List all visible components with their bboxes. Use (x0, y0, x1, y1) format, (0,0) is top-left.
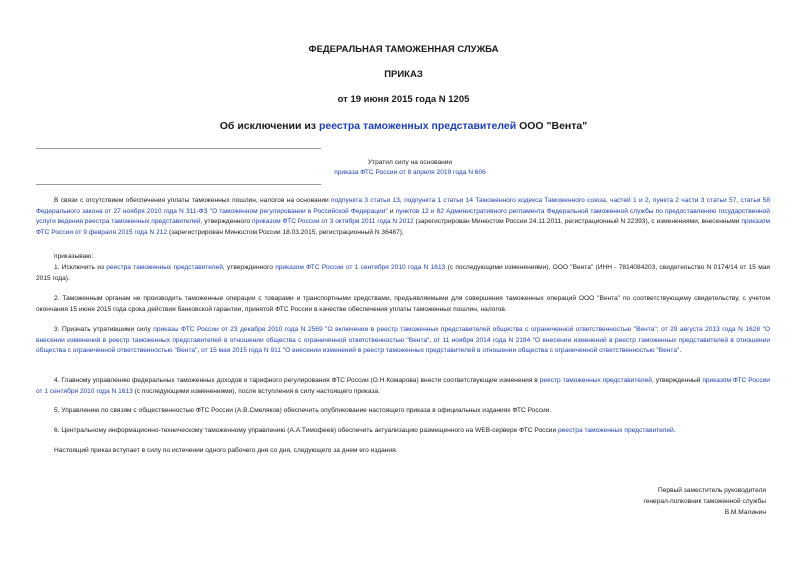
item-3 (36, 325, 770, 357)
law-link[interactable]: приказом ФТС России от 9 февраля 2015 года N 212 (36, 218, 771, 236)
order-link[interactable]: от 29 августа 2013 года N 1628 "О внесении изменений в реестр таможенных представителей в отношении общества с ограниченной ответственностью "Вента" (36, 326, 770, 344)
law-link[interactable]: подпункта 3 статьи 13 (331, 197, 400, 204)
text: , (605, 197, 611, 204)
doc-subject (0, 120, 807, 132)
status-note-link[interactable]: приказа ФТС России от 8 апреля 2019 года N 606 (334, 169, 486, 176)
text: , (399, 197, 405, 204)
text: (с последующими изменениями), после вступления в силу настоящего приказа. (132, 387, 380, 395)
text: , (648, 197, 653, 204)
law-link[interactable]: приказом ФТС России от 3 октября 2011 года N 2012 (251, 218, 414, 226)
signature-rank: генерал-полковник таможенной службы (643, 498, 766, 505)
status-note (300, 158, 520, 178)
text: (зарегистрирован Минюстом России 24.11.2011, регистрационный N 22393), с изменениями, внесенными (413, 218, 742, 226)
subject-prefix: Об исключении из (219, 120, 319, 132)
text: , (197, 347, 202, 355)
order-link[interactable]: приказы ФТС России от 23 декабря 2010 года N 2569 "О включении в реестр таможенных представителей общества с ограниченной ответственностью "Вента" (153, 326, 657, 333)
item-5: 5. Управлению по связям с общественностью ФТС России (А.В.Смеляков) обеспечить опубликование настоящего приказа в официальных изданиях ФТС России. (54, 407, 552, 414)
law-link[interactable]: частей 1 и 2 (610, 197, 649, 204)
text: . (673, 427, 676, 434)
item-1 (36, 263, 770, 284)
text: В связи с отсутствием обеспечения уплаты таможенных пошлин, налогов на основании (54, 197, 332, 204)
preamble-paragraph (36, 196, 770, 238)
divider-bottom (36, 184, 321, 185)
text: , утвержденного (200, 218, 252, 226)
text: , (429, 336, 434, 344)
status-note-text: Утратил силу на основании (367, 159, 453, 166)
signature-position: Первый заместитель руководителя (657, 487, 766, 494)
text: (зарегистрирован Минюстом России 18.03.2015, регистрационный N 36487), (167, 228, 404, 236)
text: и (387, 207, 396, 215)
agency-title: ФЕДЕРАЛЬНАЯ ТАМОЖЕННАЯ СЛУЖБА (308, 44, 499, 55)
order-word: приказываю: (54, 253, 94, 260)
doc-type: ПРИКАЗ (384, 69, 423, 80)
law-link[interactable]: подпункта 1 статьи 14 Таможенного кодекса Таможенного союза (404, 197, 606, 204)
text: 4. Главному управлению федеральных таможенных доходов и тарифного регулирования ФТС России (О.Н.Комарова) внести соответствующие изменения в (54, 377, 540, 384)
order-link[interactable]: приказом ФТС России от 1 сентября 2010 года N 1613 (275, 264, 446, 271)
registry-link[interactable]: реестра таможенных представителей (106, 264, 223, 271)
text: (с последующими изменениями), ООО "Вента" (ИНН - 7814084203, свидетельство N 0174/14 от 15 мая 2015 года). (36, 264, 771, 282)
item-7: Настоящий приказ вступает в силу по истечении одного рабочего дня со дня, следующего за днем его издания. (54, 447, 398, 454)
law-link[interactable]: статьи 58 Федерального закона от 27 ноября 2010 года N 311-ФЗ "О таможенном регулировании в Российской Федерации" (36, 197, 771, 215)
doc-date-number: от 19 июня 2015 года N 1205 (337, 94, 470, 105)
item-2: 2. Таможенным органам не производить таможенные операции с товарами и транспортными средствами, предъявляемыми для совершения таможенных операций ООО "Вента" по соответствующему свидетельству, с учетом окончания 15 июня 2015 года срока действия банковской гарантии, принятой ФТС России в качестве обеспечения уплаты таможенных пошлин, налогов. (36, 295, 770, 313)
registry-link[interactable]: реестра таможенных представителей (557, 427, 674, 434)
law-link[interactable]: пункта 2 части 3 статьи 57 (652, 197, 737, 204)
text: 3. Признать утратившими силу (54, 326, 154, 333)
text: , утвержденного (222, 264, 276, 271)
law-link[interactable]: пунктов 12 и 82 Административного регламента Федеральной таможенной службы по предоставлению государственной услуги ведения реестра таможенных представителей (36, 207, 770, 226)
order-link[interactable]: от 15 мая 2015 года N 911 "О внесении изменений в реестр таможенных представителей в отношении общества с ограниченной ответственностью "Вента" (201, 347, 680, 355)
signature-block (566, 485, 766, 518)
text: 6. Центральному информационно-техническому таможенному управлению (А.А.Тимофеев) обеспечить актуализацию размещенного на WEB-сервере ФТС России (54, 427, 558, 434)
signature-name: В.М.Малинин (724, 509, 766, 516)
item-4 (36, 376, 770, 397)
item-6 (36, 426, 770, 437)
subject-suffix: ООО "Вента" (516, 120, 588, 132)
text: ; (656, 326, 662, 333)
text: , утвержденный (651, 377, 703, 384)
subject-registry-link[interactable]: реестра таможенных представителей (318, 120, 517, 132)
order-link[interactable]: от 11 ноября 2014 года N 2184 "О внесении изменений в реестр таможенных представителей в отношении общества с ограниченной ответственностью "Вента" (36, 336, 771, 355)
text: . (679, 347, 682, 355)
registry-link[interactable]: реестр таможенных представителей (539, 377, 652, 384)
order-link[interactable]: приказом ФТС России от 1 сентября 2010 года N 1613 (36, 377, 770, 395)
text: , (736, 197, 741, 204)
text: 1. Исключить из (54, 264, 107, 271)
divider-top (36, 148, 321, 149)
